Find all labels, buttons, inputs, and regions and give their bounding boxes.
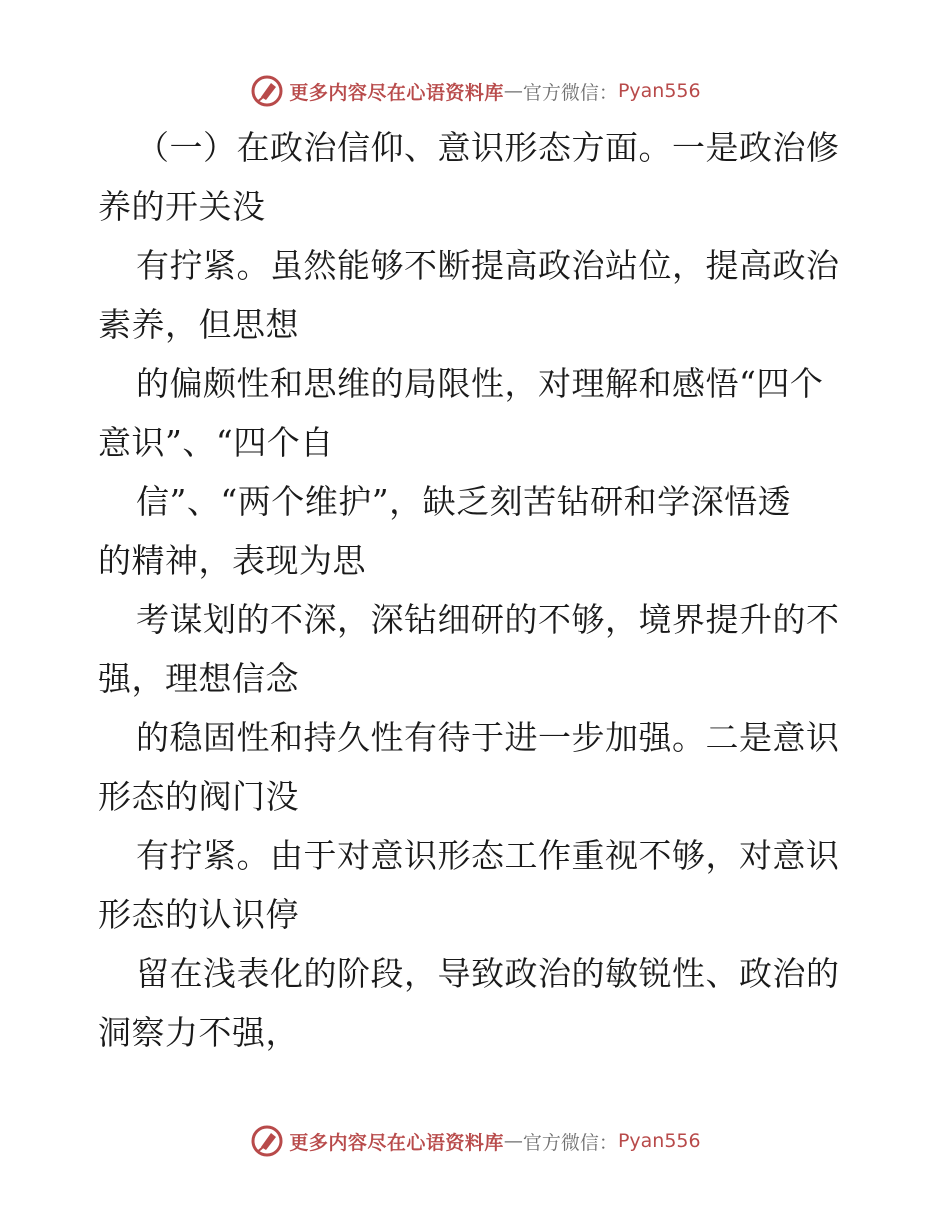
body-line: 考谋划的不深，深钻细研的不够，境界提升的不	[136, 600, 840, 639]
banner-wechat-label: 官方微信：	[522, 1131, 618, 1154]
header-banner	[0, 71, 950, 111]
body-line: 信”、“两个维护”，缺乏刻苦钻研和学深悟透	[136, 482, 792, 521]
body-line: 的偏颇性和思维的局限性，对理解和感悟“四个	[136, 364, 824, 403]
body-line: 有拧紧。由于对意识形态工作重视不够，对意识	[136, 836, 840, 875]
body-line: 养的开关没	[98, 187, 266, 226]
body-line: 意识”、“四个自	[98, 423, 334, 462]
banner-wechat-label: 官方微信：	[522, 81, 618, 104]
banner-dash: —	[503, 1130, 523, 1152]
body-line: 形态的认识停	[98, 895, 299, 934]
footer-banner	[0, 1121, 950, 1161]
document-body	[98, 118, 858, 1062]
body-line: 素养，但思想	[98, 305, 299, 344]
banner-wechat-id: Pyan556	[617, 80, 701, 102]
body-line: 形态的阀门没	[98, 777, 299, 816]
banner-title: 更多内容尽在心语资料库	[289, 1131, 504, 1154]
body-line: 有拧紧。虽然能够不断提高政治站位，提高政治	[136, 246, 840, 285]
body-line: 强，理想信念	[98, 659, 299, 698]
body-line: （一）在政治信仰、意识形态方面。一是政治修	[136, 128, 840, 167]
banner-dash: —	[503, 80, 523, 102]
body-line: 洞察力不强，	[98, 1013, 299, 1052]
banner-wechat-id: Pyan556	[617, 1130, 701, 1152]
pen-nib-circle-icon	[249, 1123, 285, 1159]
pen-nib-circle-icon	[249, 73, 285, 109]
body-line: 的精神，表现为思	[98, 541, 366, 580]
banner-title: 更多内容尽在心语资料库	[289, 81, 504, 104]
body-line: 的稳固性和持久性有待于进一步加强。二是意识	[136, 718, 840, 757]
body-line: 留在浅表化的阶段，导致政治的敏锐性、政治的	[136, 954, 840, 993]
